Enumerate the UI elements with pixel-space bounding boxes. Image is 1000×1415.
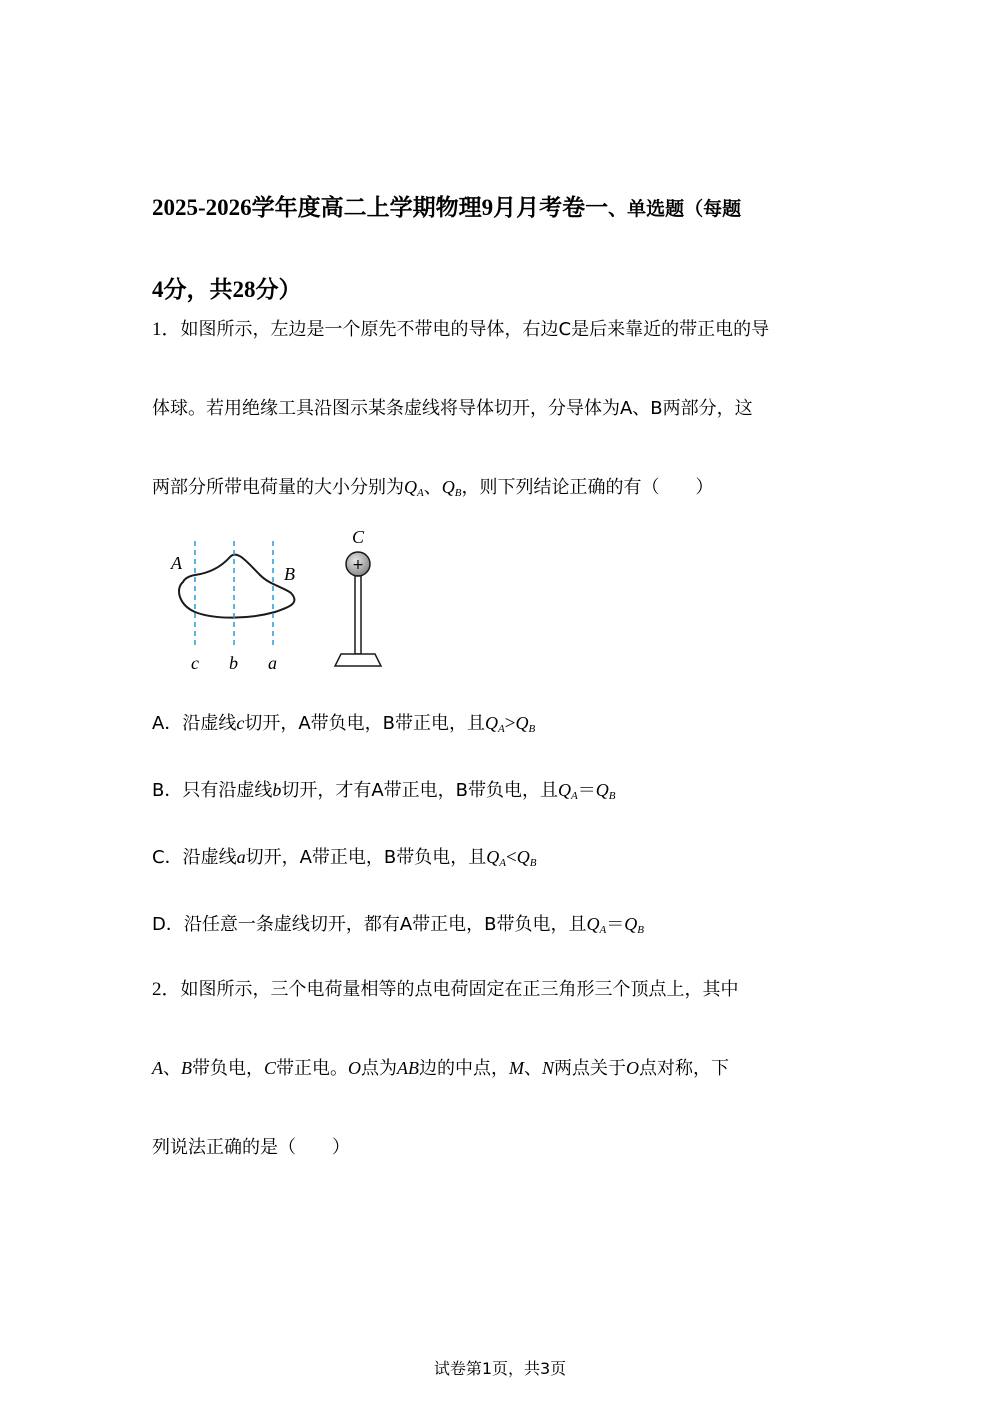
- text-point-is: 点为: [361, 1058, 398, 1079]
- sub-b: B: [454, 487, 462, 499]
- separator: 、: [423, 477, 442, 498]
- sub-b: B: [528, 723, 536, 735]
- q-symbol: Q: [515, 713, 529, 733]
- q-symbol: Q: [486, 847, 500, 867]
- option-c-var: a: [236, 847, 246, 867]
- option-c: [152, 845, 852, 875]
- separator: 、: [163, 1058, 181, 1079]
- plus-sign: +: [352, 557, 364, 573]
- option-d-relation: ＝: [606, 914, 625, 935]
- label-a: a: [268, 653, 277, 673]
- sub-a: A: [498, 723, 505, 735]
- option-d-pre: D．沿任意一条虚线切开，都有A带正电，B带负电，且: [152, 914, 587, 935]
- question-1-number: 1．: [152, 319, 181, 340]
- label-A: A: [171, 553, 182, 573]
- separator: 、: [524, 1058, 543, 1079]
- question-1-line1: 如图所示，左边是一个原先不带电的导体，右边C是后来靠近的带正电的导: [180, 319, 770, 340]
- q-symbol: Q: [624, 914, 638, 934]
- question-2-line3: 列说法正确的是（ ）: [152, 1137, 350, 1158]
- stand-base: [335, 654, 381, 666]
- text-point-symmetric: 点对称，下: [639, 1058, 730, 1079]
- title-main: 2025-2026学年度高二上学期物理9月月考卷一: [152, 195, 609, 220]
- sub-b: B: [608, 790, 616, 802]
- var-O: O: [348, 1058, 362, 1078]
- q-symbol: Q: [586, 914, 600, 934]
- option-a-var: c: [236, 713, 245, 733]
- sub-a: A: [499, 857, 506, 869]
- sub-b: B: [637, 924, 644, 936]
- sub-a: A: [599, 924, 607, 936]
- var-O: O: [626, 1058, 640, 1078]
- question-2-line1: 如图所示，三个电荷量相等的点电荷固定在正三角形三个顶点上，其中: [180, 979, 739, 1000]
- option-b-var: b: [272, 780, 282, 800]
- option-b: [152, 778, 852, 808]
- option-c-mid: 切开，A带正电，B带负电，且: [245, 847, 487, 868]
- label-C: C: [352, 527, 365, 547]
- page-footer: 试卷第1页，共3页: [433, 1359, 567, 1378]
- conductor-outline: [179, 555, 294, 618]
- question-1-text: [152, 290, 852, 533]
- conductor-figure: [165, 527, 390, 677]
- q-symbol: Q: [595, 780, 609, 800]
- section-heading-part1: 、单选题（每题: [608, 199, 742, 220]
- var-M: M: [509, 1058, 525, 1078]
- text-symmetric: 两点关于: [554, 1058, 627, 1079]
- option-b-pre: B．只有沿虚线: [152, 780, 273, 801]
- sub-a: A: [571, 790, 578, 802]
- question-1-line3b: ，则下列结论正确的有（ ）: [461, 477, 714, 498]
- q-symbol: Q: [558, 780, 572, 800]
- sub-a: A: [417, 487, 424, 499]
- option-a-relation: >: [504, 713, 516, 734]
- label-b: b: [229, 653, 238, 673]
- question-2-number: 2．: [152, 979, 181, 1000]
- var-B: B: [181, 1058, 192, 1078]
- sub-b: B: [529, 857, 537, 869]
- label-B: B: [284, 564, 295, 584]
- option-d: [152, 912, 852, 942]
- text-negative: 带负电，: [192, 1058, 264, 1079]
- var-A: A: [152, 1058, 163, 1078]
- var-C: C: [264, 1058, 277, 1078]
- option-c-pre: C．沿虚线: [152, 847, 237, 868]
- text-positive: 带正电。: [276, 1058, 349, 1079]
- q-symbol: Q: [516, 847, 530, 867]
- text-midpoint: 边的中点，: [419, 1058, 510, 1079]
- var-N: N: [542, 1058, 555, 1078]
- section-heading-part2: 4分，共28分）: [152, 277, 302, 302]
- label-c: c: [191, 653, 199, 673]
- question-1-line2: 体球。若用绝缘工具沿图示某条虚线将导体切开，分导体为A、B两部分，这: [152, 398, 753, 419]
- var-AB: AB: [397, 1058, 420, 1078]
- q-symbol: Q: [404, 477, 417, 497]
- option-a: [152, 711, 852, 741]
- option-a-mid: 切开，A带负电，B带正电，且: [244, 713, 485, 734]
- option-a-pre: A．沿虚线: [152, 713, 237, 734]
- option-b-mid: 切开，才有A带正电，B带负电，且: [281, 780, 559, 801]
- q-symbol: Q: [441, 477, 455, 497]
- q-symbol: Q: [485, 713, 498, 733]
- question-1-line3a: 两部分所带电荷量的大小分别为: [152, 477, 404, 498]
- option-b-relation: ＝: [577, 780, 596, 801]
- question-2-text: [152, 950, 852, 1187]
- insulating-stand: [355, 576, 361, 654]
- option-c-relation: <: [505, 847, 517, 868]
